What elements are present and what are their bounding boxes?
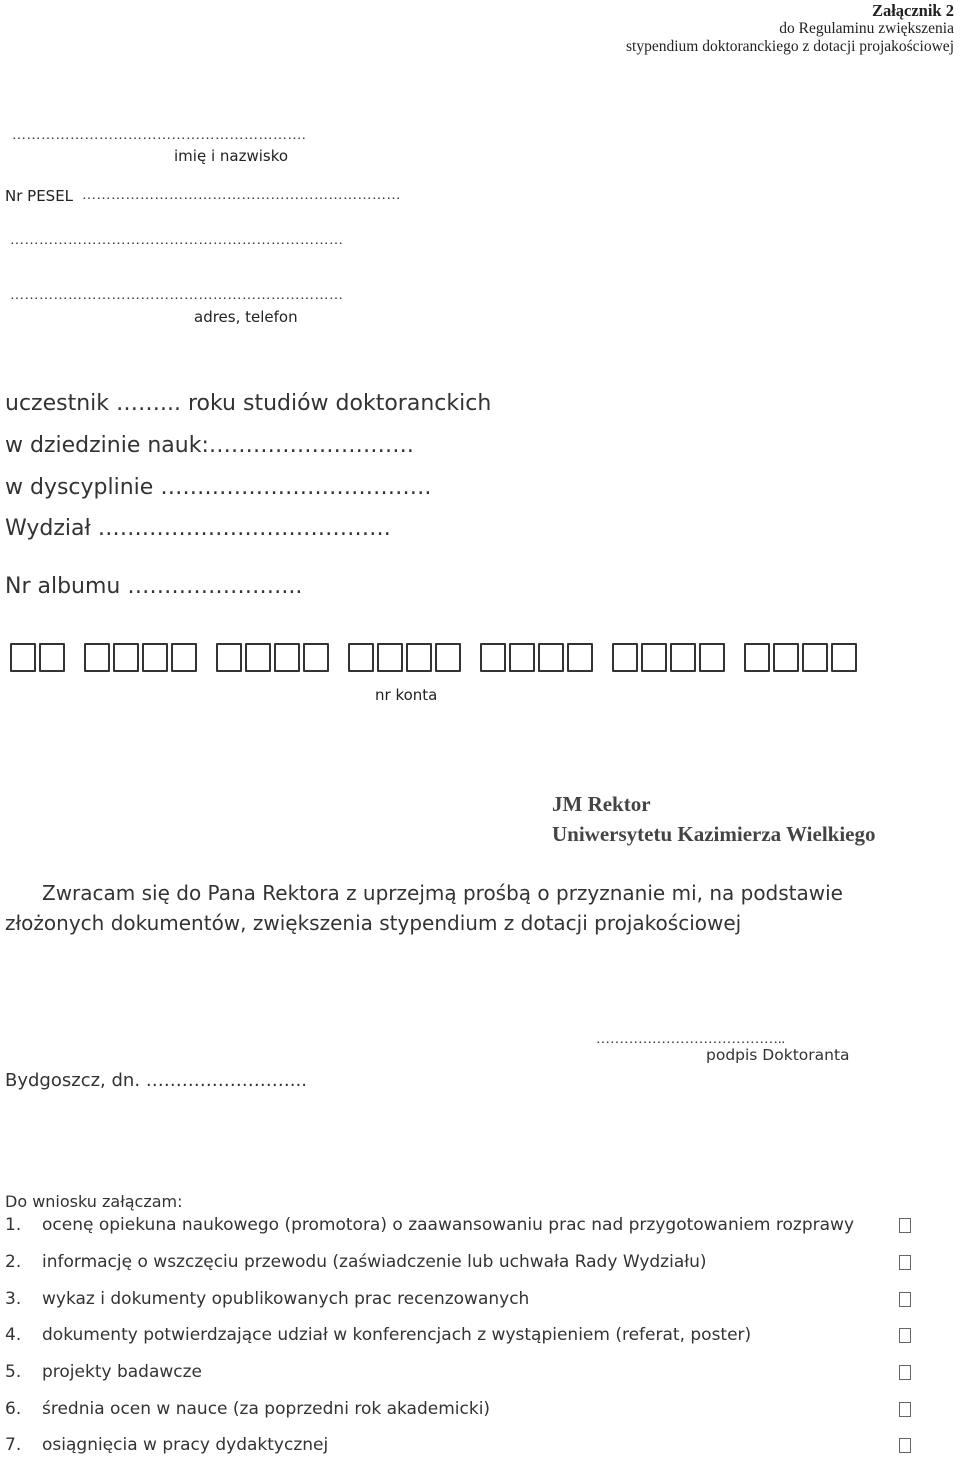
account-digit-box (699, 643, 725, 672)
address-label: adres, telefon (194, 308, 298, 326)
signature-label: podpis Doktoranta (706, 1046, 850, 1064)
account-digit-box (773, 643, 799, 672)
attachment-text: ocenę opiekuna naukowego (promotora) o zaawansowaniu prac nad przygotowaniem rozprawy (42, 1215, 854, 1235)
attachment-item (5, 1435, 328, 1455)
attachment-subtitle-line2: stypendium doktoranckiego z dotacji projakościowej (626, 38, 954, 55)
account-digit-box (10, 643, 36, 672)
attachment-checkbox[interactable] (899, 1365, 911, 1380)
attachment-item (5, 1215, 854, 1235)
attachment-text: informację o wszczęciu przewodu (zaświadczenie lub uchwała Rady Wydziału) (42, 1252, 707, 1272)
account-digit-box (802, 643, 828, 672)
account-digit-box (406, 643, 432, 672)
account-digit-box (831, 643, 857, 672)
attachment-item (5, 1252, 706, 1272)
account-digit-box (348, 643, 374, 672)
account-digit-box (538, 643, 564, 672)
account-number-boxes (10, 643, 876, 672)
attachment-item (5, 1399, 490, 1419)
attachment-number: 3. (5, 1289, 22, 1309)
attachment-number: 7. (5, 1435, 22, 1455)
account-digit-box (303, 643, 329, 672)
account-group-1 (10, 643, 68, 672)
account-digit-box (612, 643, 638, 672)
account-digit-box (567, 643, 593, 672)
account-digit-box (245, 643, 271, 672)
account-digit-box (509, 643, 535, 672)
request-line2: złożonych dokumentów, zwiększenia stypendium z dotacji projakościowej (5, 911, 742, 935)
recipient-line1: JM Rektor (552, 792, 651, 816)
attachment-title: Załącznik 2 (871, 1, 954, 20)
pesel-dotted-line: ………………………………………………………… (82, 188, 401, 203)
account-digit-box (480, 643, 506, 672)
account-digit-box (670, 643, 696, 672)
account-group-2 (84, 643, 200, 672)
attachment-number: 5. (5, 1362, 22, 1382)
album-number-field: Nr albumu …………………... (5, 574, 303, 599)
attachment-checkbox[interactable] (899, 1438, 911, 1453)
attachment-item (5, 1362, 202, 1382)
signature-dotted-line: ………………………………….. (596, 1032, 785, 1047)
attachments-heading: Do wniosku załączam: (5, 1192, 183, 1211)
account-digit-box (39, 643, 65, 672)
attachment-number: 4. (5, 1325, 22, 1345)
account-digit-box (171, 643, 197, 672)
account-group-3 (216, 643, 332, 672)
pesel-label: Nr PESEL (5, 187, 74, 205)
attachment-number: 6. (5, 1399, 22, 1419)
address-dotted-line-1: …………………………………………………………… (10, 233, 344, 248)
account-group-6 (612, 643, 728, 672)
account-digit-box (744, 643, 770, 672)
attachment-checkbox[interactable] (899, 1402, 911, 1417)
account-digit-box (435, 643, 461, 672)
attachment-subtitle-line1: do Regulaminu zwiększenia (779, 20, 954, 37)
attachment-number: 1. (5, 1215, 22, 1235)
attachment-text: średnia ocen w nauce (za poprzedni rok akademicki) (42, 1399, 491, 1419)
attachment-text: dokumenty potwierdzające udział w konferencjach z wystąpieniem (referat, poster) (42, 1325, 752, 1345)
name-dotted-line: ……………………………………………………. (12, 128, 306, 143)
account-digit-box (113, 643, 139, 672)
recipient-line2: Uniwersytetu Kazimierza Wielkiego (552, 822, 876, 846)
science-field: w dziedzinie nauk:………………………. (5, 433, 414, 458)
attachment-item (5, 1289, 529, 1309)
attachment-text: wykaz i dokumenty opublikowanych prac recenzowanych (42, 1289, 530, 1309)
account-digit-box (377, 643, 403, 672)
account-digit-box (216, 643, 242, 672)
account-digit-box (84, 643, 110, 672)
account-digit-box (274, 643, 300, 672)
request-line1: Zwracam się do Pana Rektora z uprzejmą prośbą o przyznanie mi, na podstawie (42, 881, 843, 905)
attachment-text: osiągnięcia w pracy dydaktycznej (42, 1435, 329, 1455)
faculty-field: Wydział …………………………………. (5, 516, 391, 541)
attachment-item (5, 1325, 751, 1345)
attachment-checkbox[interactable] (899, 1255, 911, 1270)
place-date-field: Bydgoszcz, dn. ……………………... (5, 1070, 307, 1091)
address-dotted-line-2: …………………………………………………………… (10, 288, 344, 303)
account-digit-box (142, 643, 168, 672)
account-group-4 (348, 643, 464, 672)
attachment-number: 2. (5, 1252, 22, 1272)
account-label: nr konta (375, 686, 438, 704)
attachment-checkbox[interactable] (899, 1292, 911, 1307)
name-label: imię i nazwisko (174, 147, 289, 165)
discipline-field: w dyscyplinie ………………………………. (5, 475, 432, 500)
participant-year-field: uczestnik ……... roku studiów doktoranckich (5, 391, 492, 416)
attachment-text: projekty badawcze (42, 1362, 203, 1382)
attachment-checkbox[interactable] (899, 1328, 911, 1343)
account-group-5 (480, 643, 596, 672)
attachment-checkbox[interactable] (899, 1218, 911, 1233)
account-group-7 (744, 643, 860, 672)
account-digit-box (641, 643, 667, 672)
